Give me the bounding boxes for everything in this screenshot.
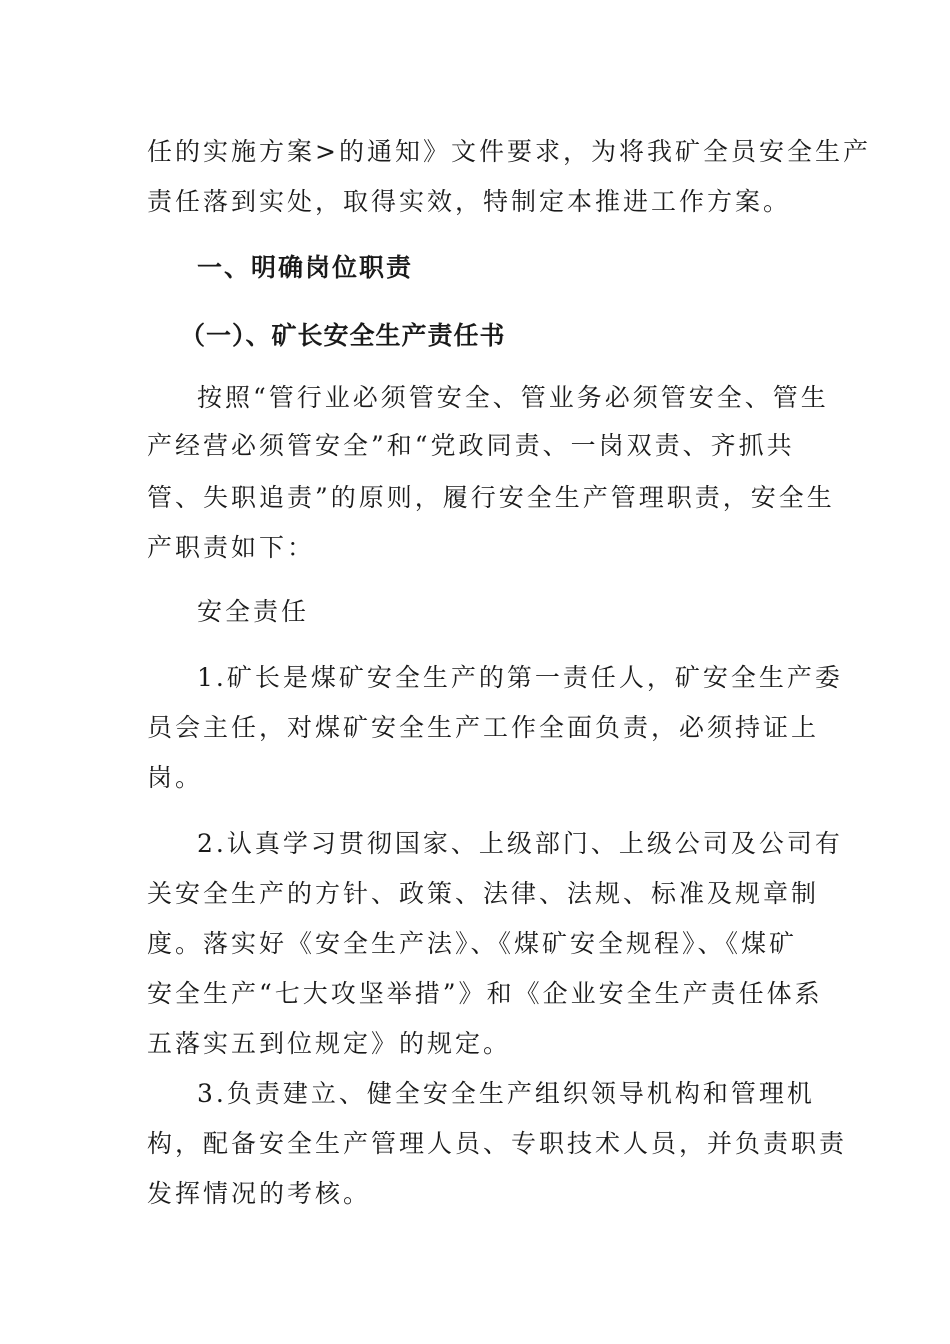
item1-line-2: 员会主任，对煤矿安全生产工作全面负责，必须持证上 (147, 713, 820, 742)
principle-line-1: 按照“管行业必须管安全、管业务必须管安全、管生 (197, 383, 829, 412)
intro-line-2: 责任落到实处，取得实效，特制定本推进工作方案。 (147, 187, 792, 216)
item2-line-1: 2.认真学习贯彻国家、上级部门、上级公司及公司有 (197, 829, 843, 858)
item1-line-3: 岗。 (147, 763, 204, 792)
item2-line-4: 安全生产“七大攻坚举措”》和《企业安全生产责任体系 (147, 979, 823, 1008)
item2-line-3: 度。落实好《安全生产法》、《煤矿安全规程》、《煤矿 (147, 929, 798, 958)
item3-line-3: 发挥情况的考核。 (147, 1179, 372, 1208)
item1-line-1: 1.矿长是煤矿安全生产的第一责任人，矿安全生产委 (197, 663, 843, 692)
item3-line-2: 构，配备安全生产管理人员、专职技术人员，并负责职责 (147, 1129, 848, 1158)
principle-line-4: 产职责如下： (147, 533, 316, 562)
section-heading: 一、明确岗位职责 (197, 253, 414, 282)
principle-line-2: 产经营必须管安全”和“党政同责、一岗双责、齐抓共 (147, 431, 795, 460)
item3-line-1: 3.负责建立、健全安全生产组织领导机构和管理机 (197, 1079, 815, 1108)
intro-line-1: 任的实施方案>的通知》文件要求，为将我矿全员安全生产 (147, 137, 871, 166)
principle-line-3: 管、失职追责”的原则，履行安全生产管理职责，安全生 (147, 483, 835, 512)
item2-line-2: 关安全生产的方针、政策、法律、法规、标准及规章制 (147, 879, 820, 908)
item2-line-5: 五落实五到位规定》的规定。 (147, 1029, 512, 1058)
subsection-heading: （一）、矿长安全生产责任书 (180, 321, 506, 350)
safety-label: 安全责任 (197, 597, 310, 626)
